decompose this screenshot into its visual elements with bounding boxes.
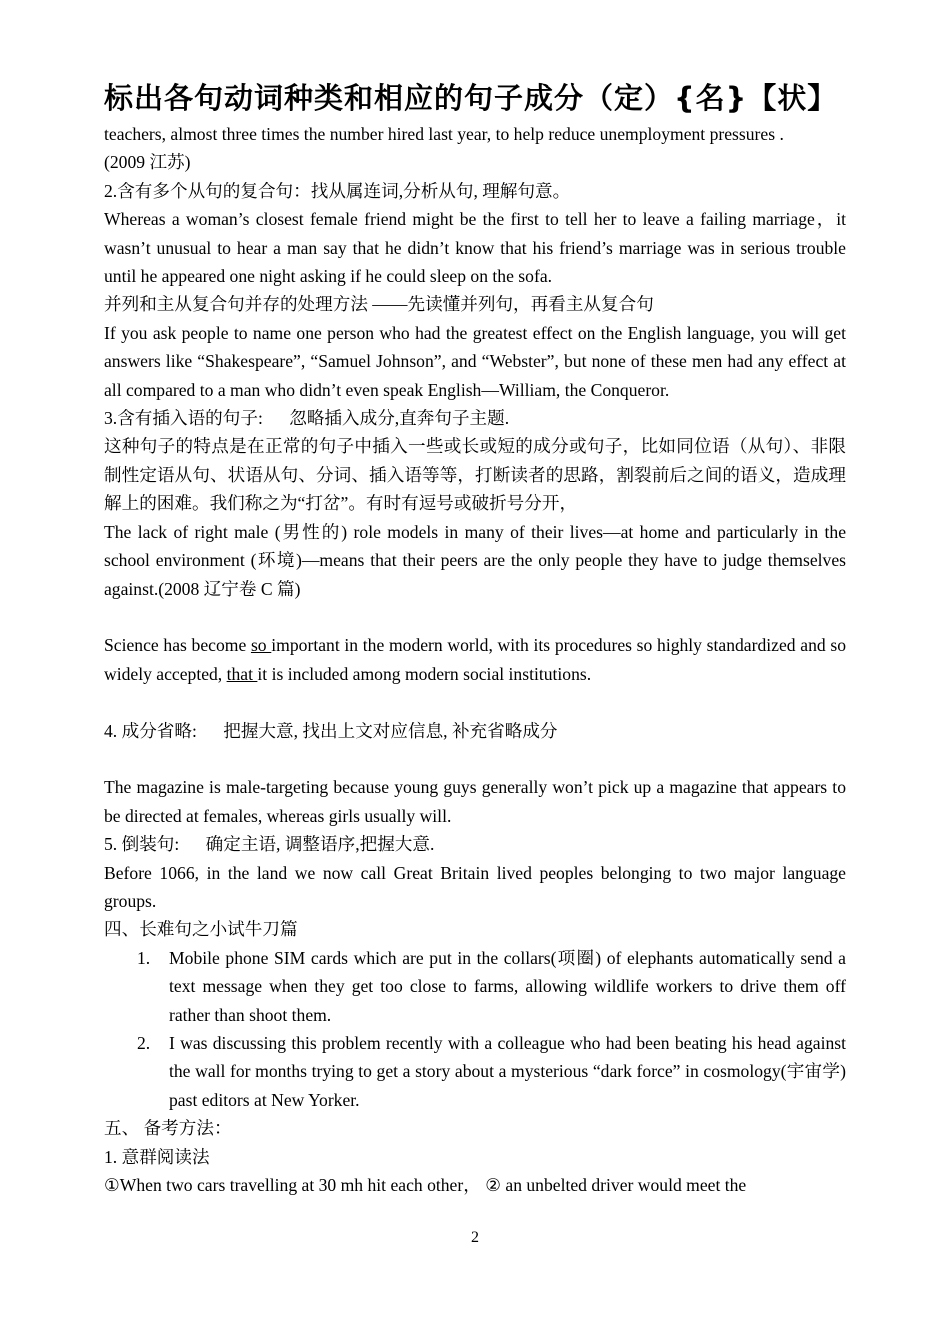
paragraph: Whereas a woman’s closest female friend might be the first to tell her to leave a failing marriage，it wasn’t unusual to hear a man say that he didn’t know that his friend’s marriage was in serious trouble until he appeared one night asking if he could sleep on the sofa.: [104, 209, 846, 287]
paragraph: (2009 江苏): [104, 152, 191, 173]
paragraph: [104, 631, 846, 688]
text-run: Science has become: [104, 635, 251, 656]
paragraph: ①When two cars travelling at 30 mh hit each other， ② an unbelted driver would meet the: [104, 1174, 747, 1195]
underlined-word: that: [226, 663, 258, 684]
paragraph: The lack of right male (男性的) role models in many of their lives—at home and particularly in the school environment (环境)—means that their peers are the only people they have to judge themselves against.(2008 辽宁卷 C 篇): [104, 521, 847, 599]
paragraph: If you ask people to name one person who had the greatest effect on the English language, you will get answers like “Shakespeare”, “Samuel Johnson”, and “Webster”, but none of these men had any effect at all compared to a man who didn’t even speak English—William, the Conqueror.: [104, 322, 846, 400]
text-run: it is included among modern social institutions.: [257, 663, 592, 684]
document-page: [104, 76, 846, 1199]
paragraph: 这种句子的特点是在正常的句子中插入一些或长或短的成分或句子，比如同位语（从句）、非限制性定语从句、状语从句、分词、插入语等等，打断读者的思路，割裂前后之间的语义，造成理解上的困难。我们称之为“打岔”。有时有逗号或破折号分开，: [104, 436, 846, 514]
list-number: 2.: [137, 1032, 151, 1053]
section-heading: 四、长难句之小试牛刀篇: [104, 919, 298, 940]
list-item: [104, 1029, 846, 1114]
list-item-text: I was discussing this problem recently with a colleague who had been beating his head against the wall for months trying to get a story about a mysterious “dark force” in cosmology(宇宙学) past editors at New Yorker.: [169, 1032, 846, 1110]
section-heading: 2.含有多个从句的复合句：找从属连词,分析从句, 理解句意。: [104, 180, 571, 201]
exercise-list: [104, 944, 846, 1114]
text-run: important in the modern world, with its procedures so highly standardized and so widely accepted,: [104, 635, 847, 684]
paragraph: The magazine is male-targeting because young guys generally won’t pick up a magazine that appears to be directed at females, whereas girls usually will.: [104, 777, 846, 826]
section-heading: 五、 备考方法：: [104, 1118, 232, 1139]
section-heading: 4. 成分省略: 把握大意, 找出上文对应信息, 补充省略成分: [104, 720, 558, 741]
blank-line: [104, 688, 846, 716]
list-item-text: Mobile phone SIM cards which are put in the collars(项圈) of elephants automatically send a text message when they get too close to farms, allowing wildlife workers to drive them off rather than shoot them.: [169, 947, 846, 1025]
list-number: 1.: [137, 947, 151, 968]
paragraph: Before 1066, in the land we now call Great Britain lived peoples belonging to two major language groups.: [104, 862, 846, 911]
section-heading: 3.含有插入语的句子: 忽略插入成分,直奔句子主题.: [104, 408, 510, 429]
blank-line: [104, 603, 846, 631]
page-title: 标出各句动词种类和相应的句子成分（定）{名}【状】: [104, 81, 838, 115]
blank-line: [104, 745, 846, 773]
list-item: [104, 944, 846, 1029]
section-heading: 1. 意群阅读法: [104, 1146, 210, 1167]
section-heading: 5. 倒装句: 确定主语, 调整语序,把握大意.: [104, 834, 435, 855]
paragraph: teachers, almost three times the number hired last year, to help reduce unemployment pressures .: [104, 124, 784, 144]
underlined-word: so: [250, 635, 272, 656]
section-note: 并列和主从复合句并存的处理方法 ——先读懂并列句，再看主从复合句: [104, 294, 654, 315]
page-number: 2: [471, 1229, 479, 1246]
